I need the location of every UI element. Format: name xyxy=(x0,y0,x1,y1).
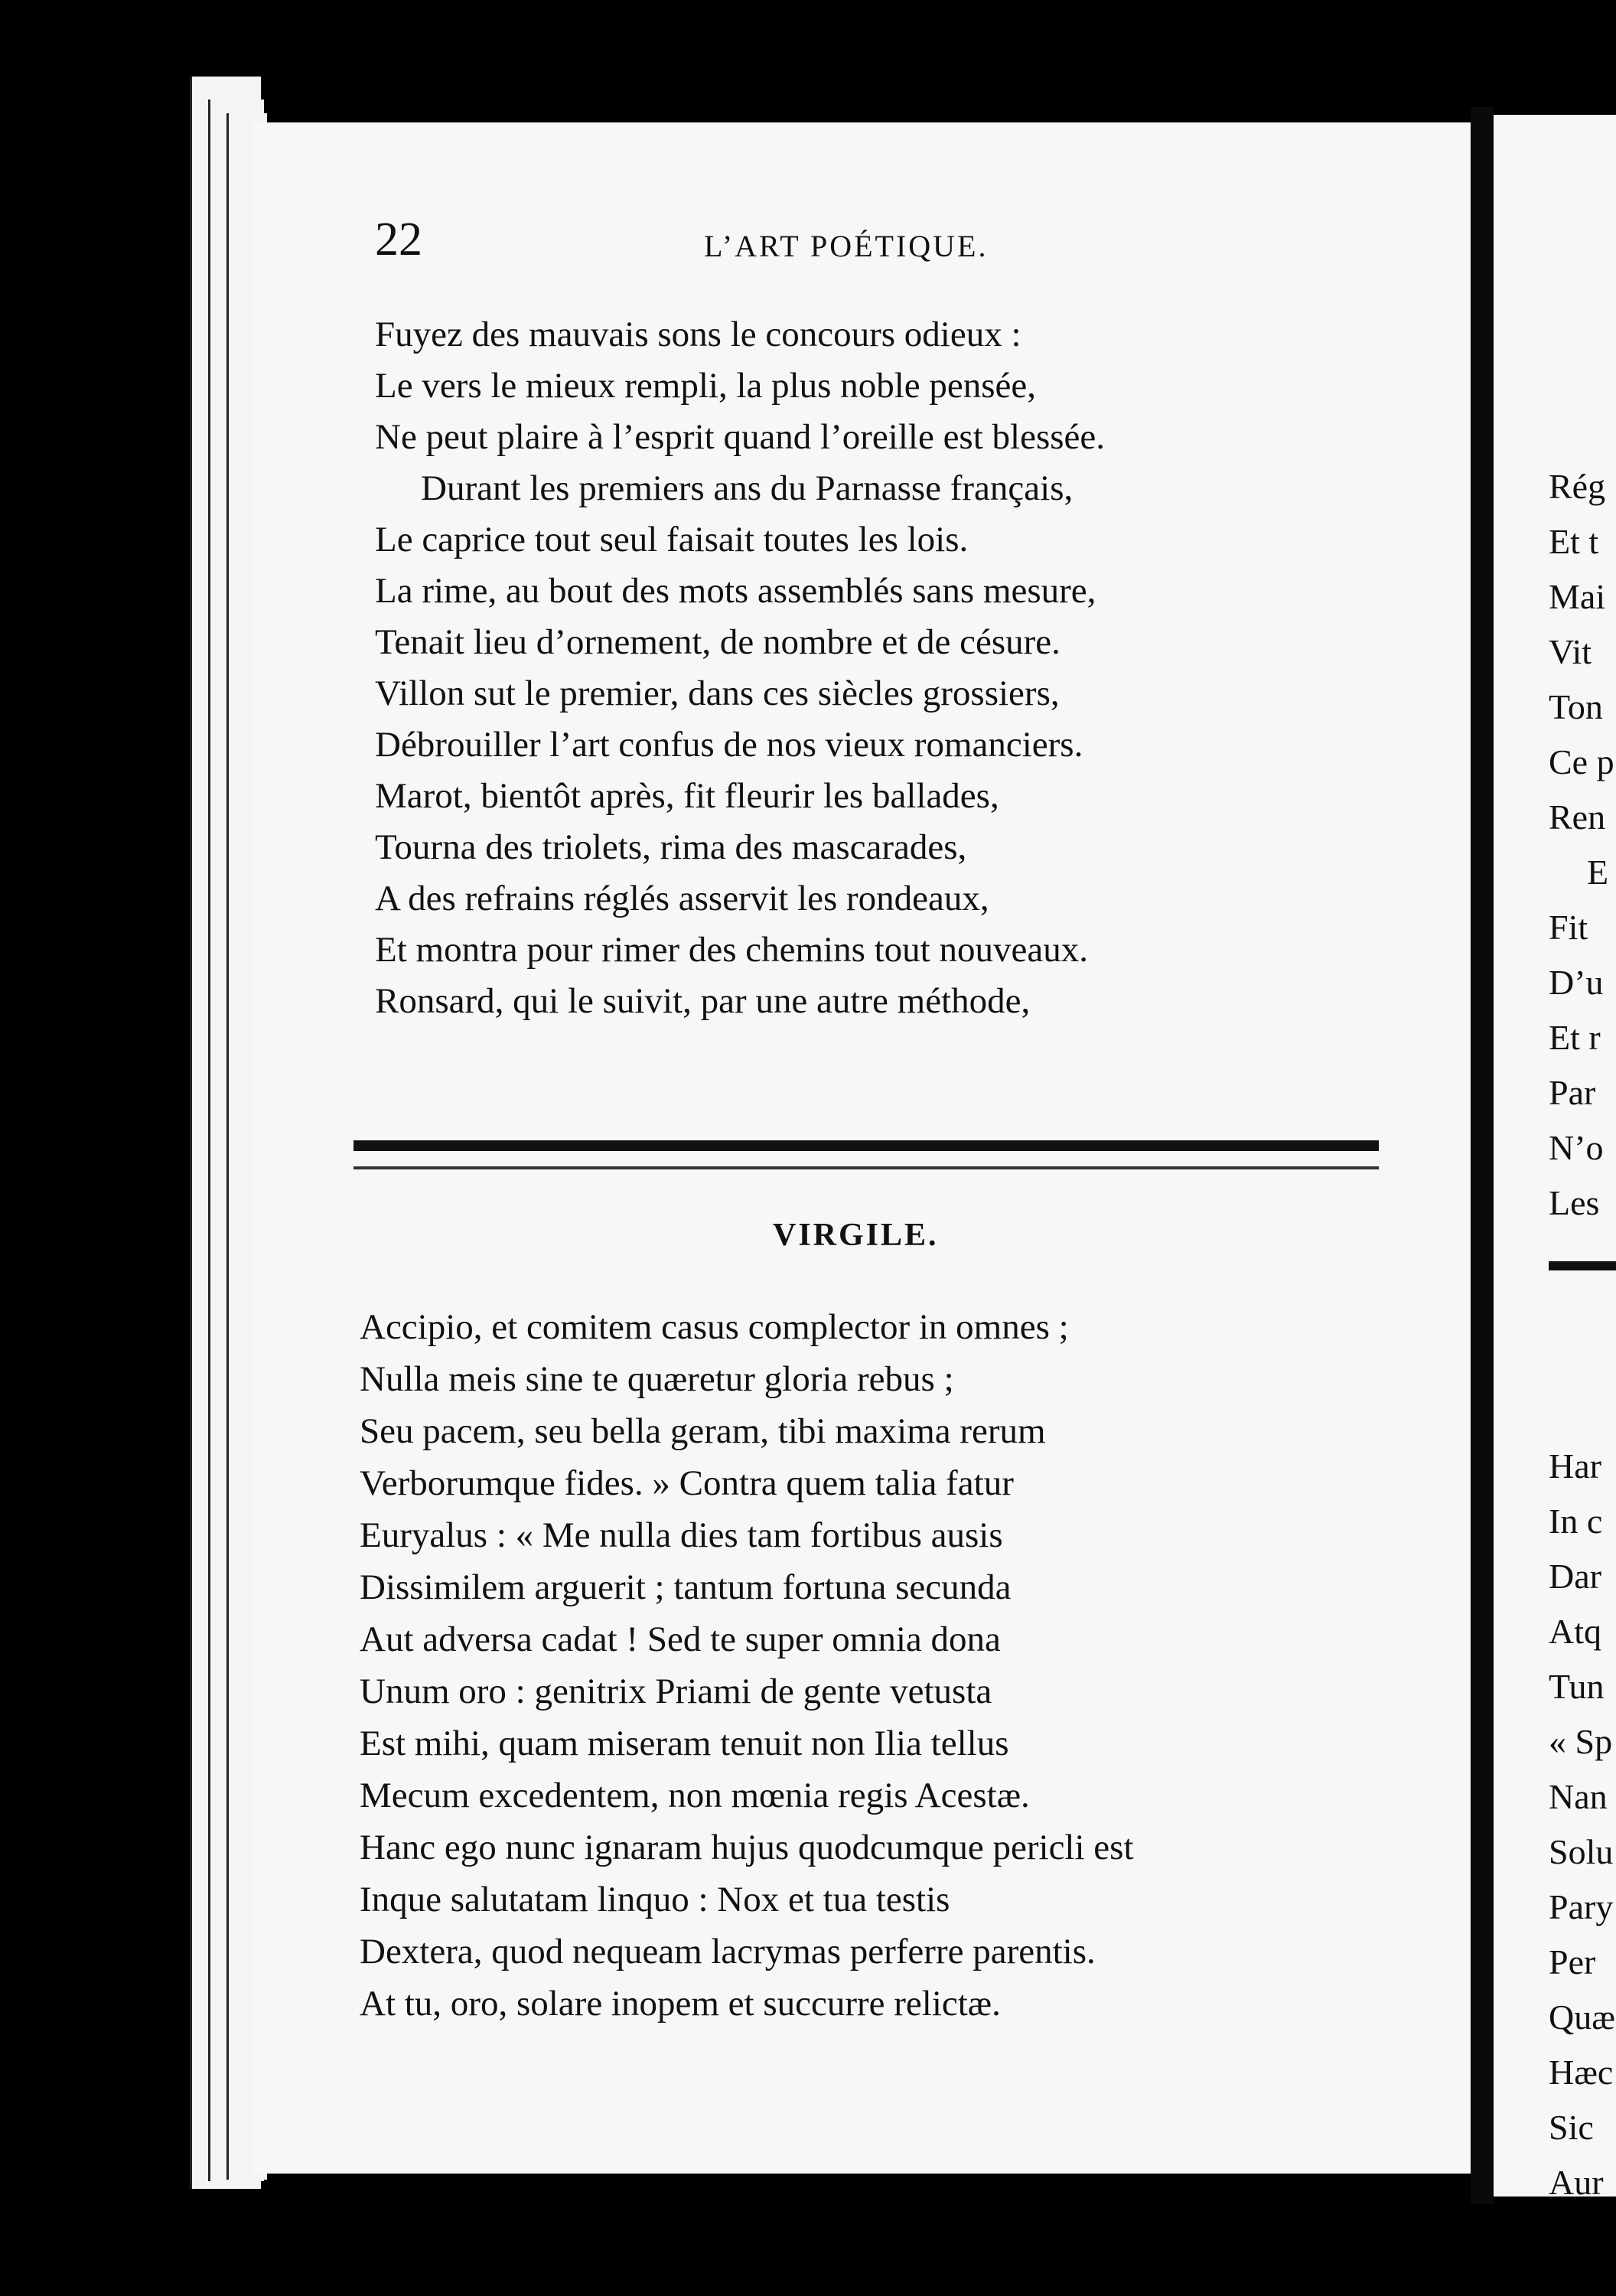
right-line-fragment: Ton xyxy=(1549,687,1603,726)
right-line-fragment: N’o xyxy=(1549,1128,1604,1167)
latin-line: Euryalus : « Me nulla dies tam fortibus ausis xyxy=(360,1515,1003,1555)
latin-line: Accipio, et comitem casus complector in omnes ; xyxy=(360,1307,1069,1347)
right-line-fragment: D’u xyxy=(1549,963,1604,1002)
right-line-fragment: Sic xyxy=(1549,2108,1594,2147)
latin-line: Unum oro : genitrix Priami de gente vetusta xyxy=(360,1671,992,1711)
poem-line: Le caprice tout seul faisait toutes les lois. xyxy=(375,520,969,559)
right-line-fragment: Par xyxy=(1549,1073,1596,1112)
section-title: VIRGILE. xyxy=(773,1218,939,1253)
right-line-fragment: Per xyxy=(1549,1942,1596,1981)
latin-line: Dissimilem arguerit ; tantum fortuna secunda xyxy=(360,1567,1012,1607)
poem-line: Durant les premiers ans du Parnasse français, xyxy=(421,468,1074,508)
right-line-fragment: Vit xyxy=(1549,632,1592,671)
latin-line: Seu pacem, seu bella geram, tibi maxima rerum xyxy=(360,1411,1046,1451)
right-line-fragment: « Sp xyxy=(1549,1722,1613,1761)
right-page-top-lines xyxy=(1549,459,1614,1231)
section-divider-thin xyxy=(354,1166,1379,1169)
poem-line: Le vers le mieux rempli, la plus noble pensée, xyxy=(375,366,1037,406)
book-gutter xyxy=(1471,107,1494,2204)
poem-line: Ronsard, qui le suivit, par une autre méthode, xyxy=(375,981,1031,1021)
right-line-fragment: Solu xyxy=(1549,1832,1614,1871)
page-number: 22 xyxy=(375,214,422,266)
poem-line: Villon sut le premier, dans ces siècles grossiers, xyxy=(375,673,1060,713)
latin-line: Aut adversa cadat ! Sed te super omnia dona xyxy=(360,1619,1001,1659)
latin-line: Inque salutatam linquo : Nox et tua testis xyxy=(360,1880,950,1919)
right-page xyxy=(1494,115,1616,2202)
right-line-fragment: Quæ xyxy=(1549,1998,1615,2037)
poem-line: Ne peut plaire à l’esprit quand l’oreille est blessée. xyxy=(375,417,1105,457)
latin-line: Nulla meis sine te quæretur gloria rebus ; xyxy=(360,1359,954,1399)
latin-line: At tu, oro, solare inopem et succurre relictæ. xyxy=(360,1984,1001,2024)
poem-line: Marot, bientôt après, fit fleurir les ballades, xyxy=(375,776,999,816)
poem-line: Tourna des triolets, rima des mascarades, xyxy=(375,827,967,867)
right-line-fragment: Atq xyxy=(1549,1612,1601,1651)
right-line-fragment: Ce p xyxy=(1549,742,1614,781)
right-line-fragment: Rég xyxy=(1549,467,1606,506)
poem-line: Débrouiller l’art confus de nos vieux romanciers. xyxy=(375,725,1083,765)
right-line-fragment: Mai xyxy=(1549,577,1606,616)
right-line-fragment: Tun xyxy=(1549,1667,1605,1706)
latin-line: Hanc ego nunc ignaram hujus quodcumque pericli est xyxy=(360,1828,1134,1867)
poem-block xyxy=(375,309,1105,1027)
latin-line: Dextera, quod nequeam lacrymas perferre parentis. xyxy=(360,1932,1096,1971)
right-line-fragment: In c xyxy=(1549,1502,1603,1541)
poem-line: La rime, au bout des mots assemblés sans mesure, xyxy=(375,571,1096,611)
right-line-fragment: Ren xyxy=(1549,797,1606,837)
right-line-fragment: Fit xyxy=(1549,908,1588,947)
right-line-fragment: Et r xyxy=(1549,1018,1601,1057)
right-line-fragment: Har xyxy=(1549,1446,1601,1486)
poem-line: A des refrains réglés asservit les rondeaux, xyxy=(375,879,989,918)
latin-line: Mecum excedentem, non mœnia regis Acestæ. xyxy=(360,1776,1030,1815)
right-line-fragment: Hæc xyxy=(1549,2053,1614,2092)
right-line-fragment: Aur xyxy=(1549,2163,1604,2202)
right-line-fragment: Les xyxy=(1549,1183,1600,1222)
right-line-fragment: E xyxy=(1587,853,1609,892)
right-page-divider xyxy=(1549,1261,1616,1270)
latin-line: Verborumque fides. » Contra quem talia fatur xyxy=(360,1463,1014,1503)
left-page xyxy=(252,122,1472,2174)
section-divider xyxy=(354,1140,1379,1151)
poem-line: Tenait lieu d’ornement, de nombre et de césure. xyxy=(375,622,1060,662)
right-line-fragment: Et t xyxy=(1549,522,1599,561)
right-line-fragment: Pary xyxy=(1549,1887,1614,1926)
poem-line: Fuyez des mauvais sons le concours odieux : xyxy=(375,315,1021,354)
latin-block xyxy=(360,1301,1134,2030)
right-line-fragment: Nan xyxy=(1549,1777,1608,1816)
running-title: L’ART POÉTIQUE. xyxy=(704,229,989,263)
right-page-bottom-lines xyxy=(1549,1439,1615,2210)
latin-line: Est mihi, quam miseram tenuit non Ilia tellus xyxy=(360,1724,1009,1763)
poem-line: Et montra pour rimer des chemins tout nouveaux. xyxy=(375,930,1088,970)
right-line-fragment: Dar xyxy=(1549,1557,1601,1596)
page-header xyxy=(252,213,1471,266)
